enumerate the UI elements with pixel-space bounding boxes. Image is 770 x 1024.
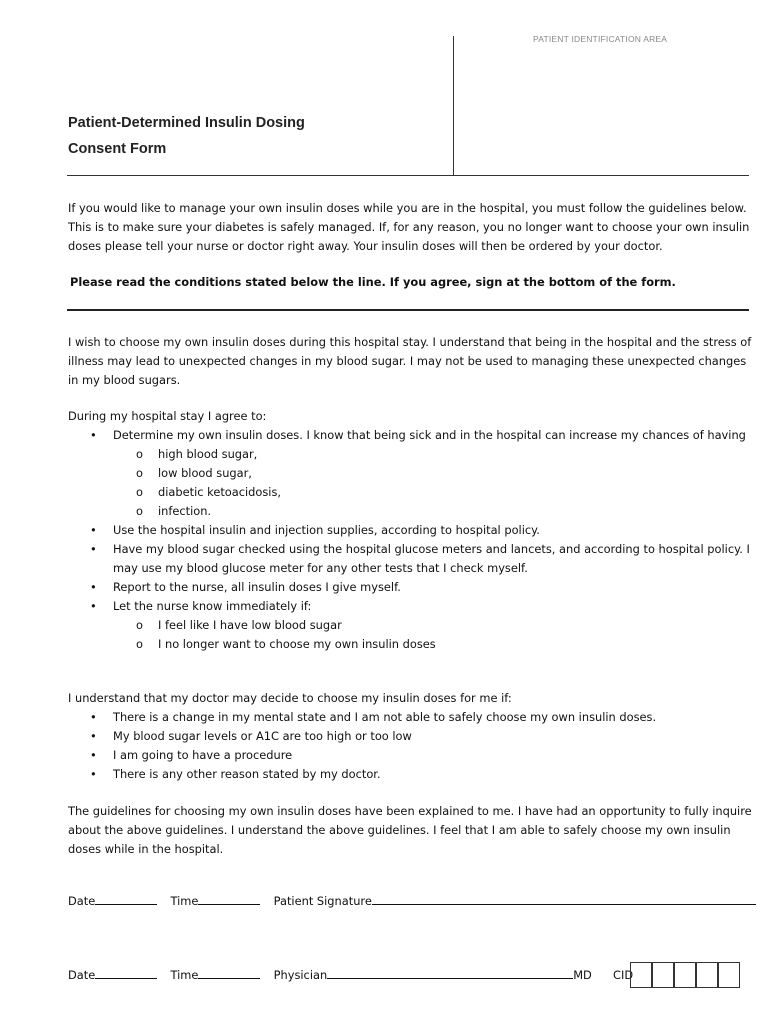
sub-bullet-icon: o bbox=[136, 485, 143, 499]
agree-item-text: Have my blood sugar checked using the hospital glucose meters and lancets, and according to hospital policy. I may use my blood glucose meter for any other tests that I check myself. bbox=[113, 542, 750, 575]
sub-item-text: high blood sugar, bbox=[158, 447, 258, 461]
cid-label: CID bbox=[613, 968, 634, 982]
header-divider bbox=[67, 175, 749, 176]
list-item bbox=[68, 635, 758, 654]
list-item bbox=[68, 708, 758, 727]
list-item bbox=[68, 483, 758, 502]
physician-time-field[interactable] bbox=[198, 967, 260, 979]
md-label: MD bbox=[573, 968, 592, 982]
patient-time-field[interactable] bbox=[198, 893, 260, 905]
header-vertical-divider bbox=[453, 36, 454, 176]
list-item bbox=[68, 464, 758, 483]
sub-item-text: infection. bbox=[158, 504, 212, 518]
sub-bullet-icon: o bbox=[136, 637, 143, 651]
doctor-item-text: There is a change in my mental state and I am not able to safely choose my own insulin doses. bbox=[113, 710, 657, 724]
cid-box[interactable] bbox=[674, 962, 696, 988]
conditions-divider bbox=[67, 309, 749, 311]
patient-identification-area-label: PATIENT IDENTIFICATION AREA bbox=[533, 34, 668, 44]
cid-box[interactable] bbox=[696, 962, 718, 988]
list-item bbox=[68, 578, 758, 597]
intro-paragraph: If you would like to manage your own insulin doses while you are in the hospital, you must follow the guidelines below. This is to make sure your diabetes is safely managed. If, for any reason, you no longer want to choose your own insulin doses please tell your nurse or doctor right away. Your insulin doses will then be ordered by your doctor. bbox=[68, 201, 750, 253]
time-label: Time bbox=[170, 968, 199, 982]
form-title: Patient-Determined Insulin Dosing bbox=[68, 115, 305, 131]
physician-label: Physician bbox=[273, 968, 328, 982]
list-item bbox=[68, 727, 758, 746]
instruction-text: Please read the conditions stated below the line. If you agree, sign at the bottom of the form. bbox=[70, 275, 676, 289]
physician-signature-row bbox=[68, 967, 633, 982]
list-item bbox=[68, 616, 758, 635]
patient-date-field[interactable] bbox=[95, 893, 157, 905]
agree-item-text: Report to the nurse, all insulin doses I give myself. bbox=[113, 580, 401, 594]
list-item bbox=[68, 502, 758, 521]
bullet-icon: • bbox=[90, 523, 97, 537]
agree-item-text: Determine my own insulin doses. I know that being sick and in the hospital can increase my chances of having bbox=[113, 428, 746, 442]
list-item bbox=[68, 746, 758, 765]
patient-signature-label: Patient Signature bbox=[273, 894, 372, 908]
agree-item-text: Let the nurse know immediately if: bbox=[113, 599, 312, 613]
doctor-intro: I understand that my doctor may decide to choose my insulin doses for me if: bbox=[68, 691, 512, 705]
explained-paragraph: The guidelines for choosing my own insulin doses have been explained to me. I have had an opportunity to fully inquire about the above guidelines. I understand the above guidelines. I feel that I am able to safely choose my own insulin doses while in the hospital. bbox=[68, 804, 752, 856]
cid-box[interactable] bbox=[630, 962, 652, 988]
physician-date-field[interactable] bbox=[95, 967, 157, 979]
bullet-icon: • bbox=[90, 428, 97, 442]
bullet-icon: • bbox=[90, 542, 97, 556]
bullet-icon: • bbox=[90, 729, 97, 743]
patient-signature-field[interactable] bbox=[372, 893, 756, 905]
sub-item-text: diabetic ketoacidosis, bbox=[158, 485, 282, 499]
bullet-icon: • bbox=[90, 580, 97, 594]
date-label: Date bbox=[68, 968, 96, 982]
agree-intro: During my hospital stay I agree to: bbox=[68, 409, 267, 423]
bullet-icon: • bbox=[90, 767, 97, 781]
wish-paragraph: I wish to choose my own insulin doses during this hospital stay. I understand that being in the hospital and the stress of illness may lead to unexpected changes in my blood sugar. I may not be used to managing these unexpected changes in my blood sugars. bbox=[68, 335, 752, 387]
doctor-item-text: I am going to have a procedure bbox=[113, 748, 293, 762]
sub-bullet-icon: o bbox=[136, 618, 143, 632]
list-item bbox=[68, 521, 758, 540]
doctor-list bbox=[68, 708, 758, 784]
doctor-item-text: My blood sugar levels or A1C are too high or too low bbox=[113, 729, 412, 743]
sub-bullet-icon: o bbox=[136, 447, 143, 461]
agree-item-text: Use the hospital insulin and injection supplies, according to hospital policy. bbox=[113, 523, 540, 537]
list-item bbox=[68, 765, 758, 784]
cid-box[interactable] bbox=[652, 962, 674, 988]
list-item bbox=[68, 540, 758, 578]
bullet-icon: • bbox=[90, 748, 97, 762]
sub-item-text: I feel like I have low blood sugar bbox=[158, 618, 342, 632]
list-item bbox=[68, 445, 758, 464]
list-item bbox=[68, 597, 758, 616]
bullet-icon: • bbox=[90, 710, 97, 724]
doctor-item-text: There is any other reason stated by my doctor. bbox=[113, 767, 381, 781]
sub-bullet-icon: o bbox=[136, 504, 143, 518]
time-label: Time bbox=[170, 894, 199, 908]
physician-signature-field[interactable] bbox=[327, 967, 573, 979]
bullet-icon: • bbox=[90, 599, 97, 613]
form-subtitle: Consent Form bbox=[68, 141, 167, 157]
agree-list bbox=[68, 426, 758, 654]
doctor-section bbox=[68, 689, 758, 784]
agree-section bbox=[68, 407, 758, 654]
sub-item-text: I no longer want to choose my own insulin doses bbox=[158, 637, 436, 651]
sub-bullet-icon: o bbox=[136, 466, 143, 480]
cid-box[interactable] bbox=[718, 962, 740, 988]
date-label: Date bbox=[68, 894, 96, 908]
sub-item-text: low blood sugar, bbox=[158, 466, 252, 480]
list-item bbox=[68, 426, 758, 445]
patient-signature-row bbox=[68, 893, 756, 908]
